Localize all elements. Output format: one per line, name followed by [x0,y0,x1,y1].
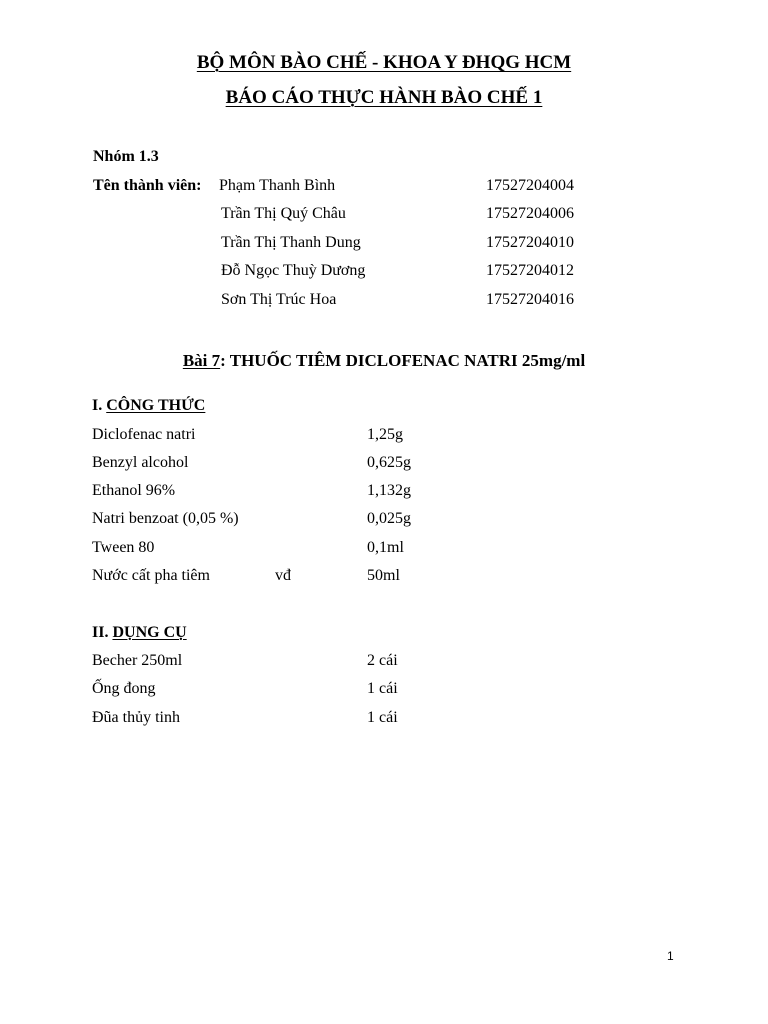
equipment-name: Becher 250ml [92,652,183,669]
ingredient-note: vđ [275,567,291,584]
lesson-title [0,351,768,371]
ingredient-amount: 0,625g [367,454,411,471]
ingredient-amount: 50ml [367,567,400,584]
ingredient-amount: 0,025g [367,510,411,527]
equipment-amount: 2 cái [367,652,398,669]
member-name: Đỗ Ngọc Thuỳ Dương [221,262,366,279]
ingredient-amount: 1,25g [367,426,403,443]
member-id: 17527204012 [486,262,574,279]
equipment-name: Ống đong [92,680,156,697]
section-numeral: II. [92,624,113,641]
page-number: 1 [667,949,674,963]
members-label: Tên thành viên: [93,177,202,194]
ingredient-amount: 1,132g [367,482,411,499]
ingredient-name: Nước cất pha tiêm [92,567,210,584]
header-title-line1: BỘ MÔN BÀO CHẾ - KHOA Y ĐHQG HCM [196,52,572,73]
member-name: Sơn Thị Trúc Hoa [221,291,337,308]
ingredient-name: Tween 80 [92,539,155,556]
lesson-number: Bài 7 [182,351,221,370]
member-name: Trần Thị Thanh Dung [221,234,361,251]
ingredient-name: Diclofenac natri [92,426,196,443]
section-numeral: I. [92,397,107,414]
equipment-amount: 1 cái [367,680,398,697]
header-title-line2: BÁO CÁO THỰC HÀNH BÀO CHẾ 1 [225,87,543,108]
equipment-name: Đũa thủy tinh [92,709,180,726]
section-heading-equipment [92,624,187,642]
ingredient-name: Ethanol 96% [92,482,176,499]
ingredient-amount: 0,1ml [367,539,404,556]
section-title: DỤNG CỤ [112,624,187,641]
member-id: 17527204016 [486,291,574,308]
equipment-amount: 1 cái [367,709,398,726]
ingredient-name: Natri benzoat (0,05 %) [92,510,239,527]
member-name: Trần Thị Quý Châu [221,205,346,222]
member-name: Phạm Thanh Bình [219,177,336,194]
lesson-name: : THUỐC TIÊM DICLOFENAC NATRI 25mg/ml [220,351,586,370]
section-heading-formula [92,397,205,415]
member-id: 17527204004 [486,177,574,194]
group-label: Nhóm 1.3 [93,148,159,165]
ingredient-name: Benzyl alcohol [92,454,189,471]
member-id: 17527204006 [486,205,574,222]
section-title: CÔNG THỨC [106,397,206,414]
member-id: 17527204010 [486,234,574,251]
